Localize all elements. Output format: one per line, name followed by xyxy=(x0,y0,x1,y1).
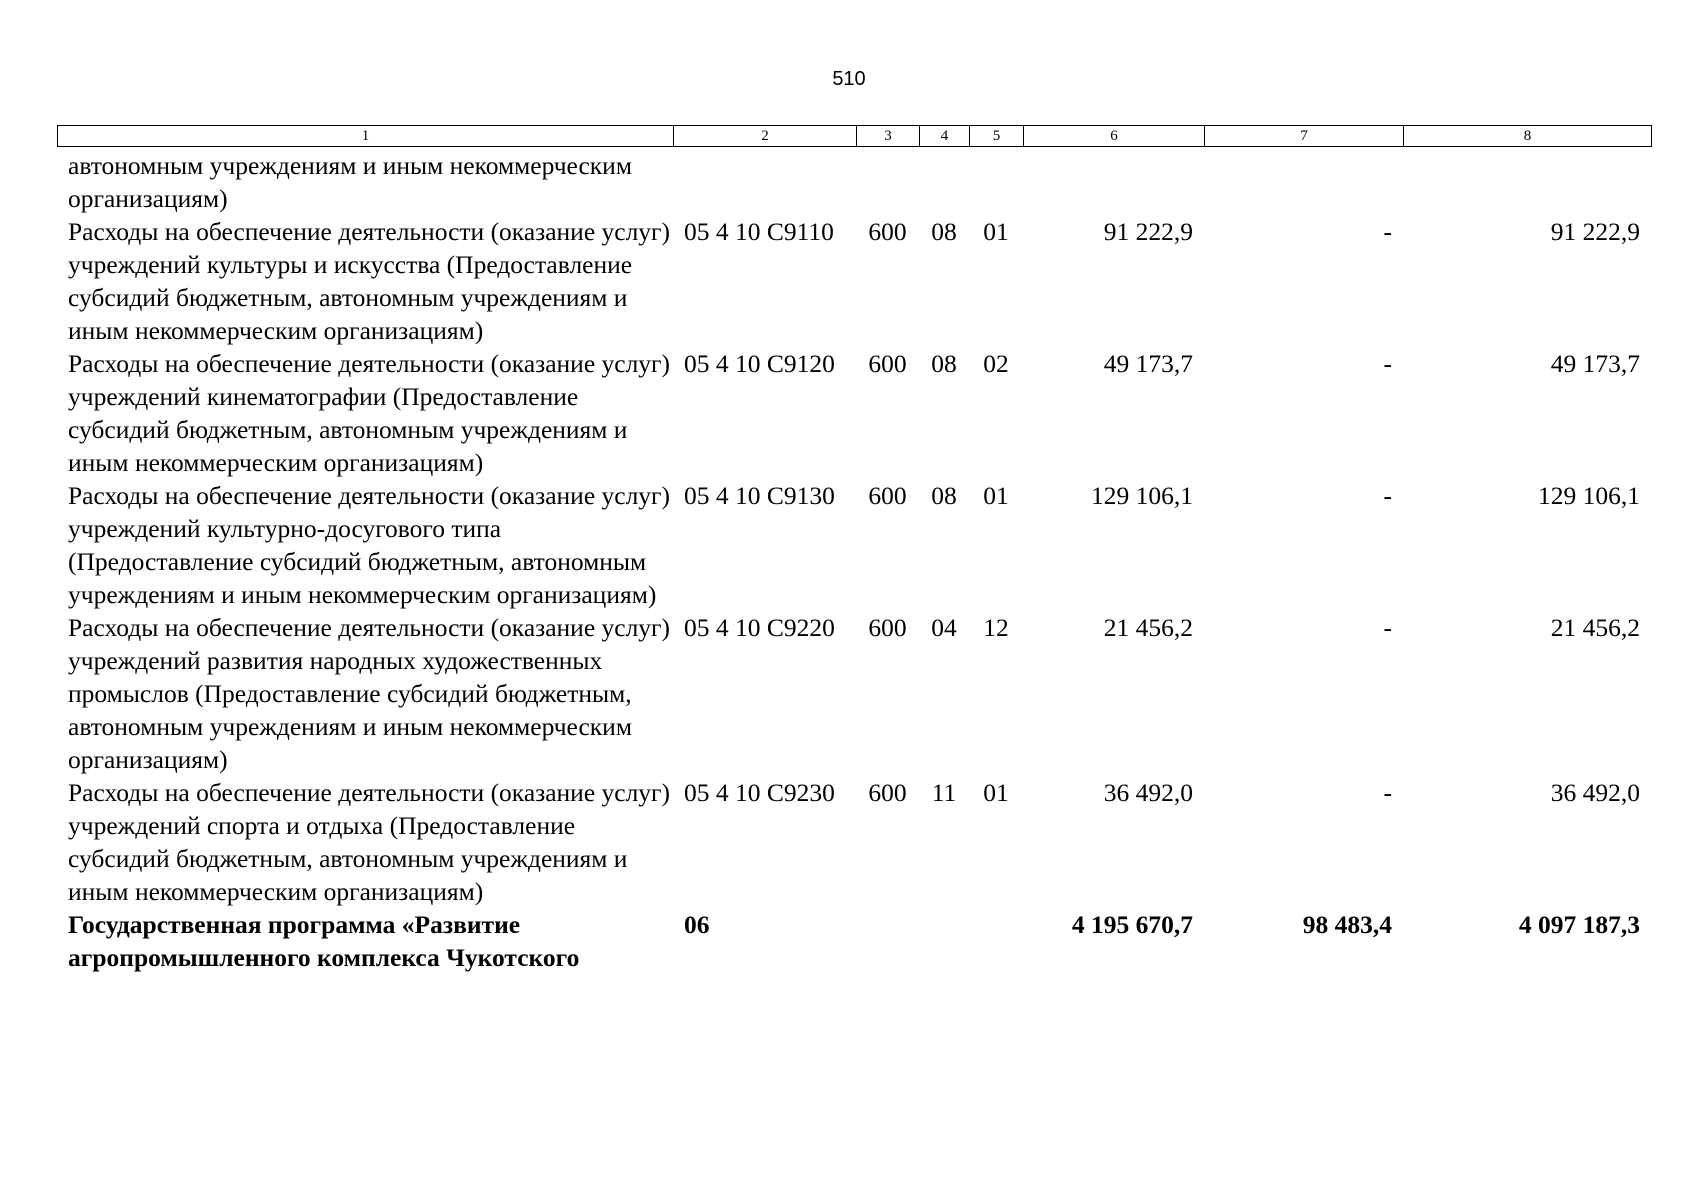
amount-federal: - xyxy=(1383,778,1392,807)
target-code: 05 4 10 С9130 xyxy=(684,481,835,510)
target-code: 05 4 10 С9220 xyxy=(684,613,835,642)
section-code: 08 xyxy=(931,481,957,510)
amount-total: 91 222,9 xyxy=(1103,217,1193,246)
col-number-7: 7 xyxy=(1205,126,1404,147)
program-row xyxy=(57,908,1651,974)
row-description: Расходы на обеспечение деятельности (оказание услуг) учреждений культурно-досугового типа (Предоставление субсидий бюджетным, автономным учреждениям и иным некоммерческим организациям) xyxy=(68,481,671,609)
amount-regional: 21 456,2 xyxy=(1550,613,1640,642)
table-row xyxy=(57,215,1651,347)
subsection-code: 02 xyxy=(983,349,1009,378)
subsection-code: 12 xyxy=(983,613,1009,642)
col-number-1: 1 xyxy=(58,126,674,147)
header-row xyxy=(58,126,1652,147)
amount-total: 49 173,7 xyxy=(1103,349,1193,378)
col-number-4: 4 xyxy=(920,126,970,147)
program-total: 4 195 670,7 xyxy=(1071,910,1193,939)
row-description: Расходы на обеспечение деятельности (оказание услуг) учреждений развития народных художественных промыслов (Предоставление субсидий бюджетным, автономным учреждениям и иным некоммерческим организациям) xyxy=(68,613,671,774)
amount-regional: 129 106,1 xyxy=(1538,481,1640,510)
row-description: Расходы на обеспечение деятельности (оказание услуг) учреждений спорта и отдыха (Предоставление субсидий бюджетным, автономным учреждениям и иным некоммерческим организациям) xyxy=(68,778,671,906)
row-description: Расходы на обеспечение деятельности (оказание услуг) учреждений культуры и искусства (Предоставление субсидий бюджетным, автономным учреждениям и иным некоммерческим организациям) xyxy=(68,217,671,345)
amount-total: 129 106,1 xyxy=(1091,481,1193,510)
col-number-6: 6 xyxy=(1024,126,1205,147)
expense-type: 600 xyxy=(868,613,907,642)
col-number-3: 3 xyxy=(857,126,920,147)
continuation-text: автономным учреждениям и иным некоммерческим организациям) xyxy=(68,151,632,213)
expense-type: 600 xyxy=(868,481,907,510)
amount-regional: 91 222,9 xyxy=(1550,217,1640,246)
program-code: 06 xyxy=(684,910,710,939)
amount-federal: - xyxy=(1383,613,1392,642)
target-code: 05 4 10 С9230 xyxy=(684,778,835,807)
section-code: 04 xyxy=(931,613,957,642)
table-row xyxy=(57,776,1651,908)
col-number-2: 2 xyxy=(674,126,857,147)
continuation-row xyxy=(57,149,1651,215)
row-description: Расходы на обеспечение деятельности (оказание услуг) учреждений кинематографии (Предоставление субсидий бюджетным, автономным учреждениям и иным некоммерческим организациям) xyxy=(68,349,671,477)
amount-total: 21 456,2 xyxy=(1103,613,1193,642)
table-row xyxy=(57,611,1651,776)
section-code: 08 xyxy=(931,349,957,378)
amount-regional: 49 173,7 xyxy=(1550,349,1640,378)
program-regional: 4 097 187,3 xyxy=(1518,910,1640,939)
table-row xyxy=(57,347,1651,479)
section-code: 08 xyxy=(931,217,957,246)
subsection-code: 01 xyxy=(983,217,1009,246)
amount-federal: - xyxy=(1383,217,1392,246)
expense-type: 600 xyxy=(868,349,907,378)
amount-total: 36 492,0 xyxy=(1103,778,1193,807)
amount-federal: - xyxy=(1383,481,1392,510)
target-code: 05 4 10 С9110 xyxy=(684,217,834,246)
section-code: 11 xyxy=(931,778,957,807)
page-number: 510 xyxy=(832,68,866,90)
expense-type: 600 xyxy=(868,778,907,807)
column-number-header xyxy=(57,125,1652,147)
col-number-8: 8 xyxy=(1404,126,1652,147)
budget-table xyxy=(57,149,1651,974)
amount-regional: 36 492,0 xyxy=(1550,778,1640,807)
target-code: 05 4 10 С9120 xyxy=(684,349,835,378)
amount-federal: - xyxy=(1383,349,1392,378)
program-title: Государственная программа «Развитие агропромышленного комплекса Чукотского xyxy=(68,910,580,972)
subsection-code: 01 xyxy=(983,481,1009,510)
subsection-code: 01 xyxy=(983,778,1009,807)
table-row xyxy=(57,479,1651,611)
col-number-5: 5 xyxy=(970,126,1024,147)
expense-type: 600 xyxy=(868,217,907,246)
program-federal: 98 483,4 xyxy=(1302,910,1392,939)
